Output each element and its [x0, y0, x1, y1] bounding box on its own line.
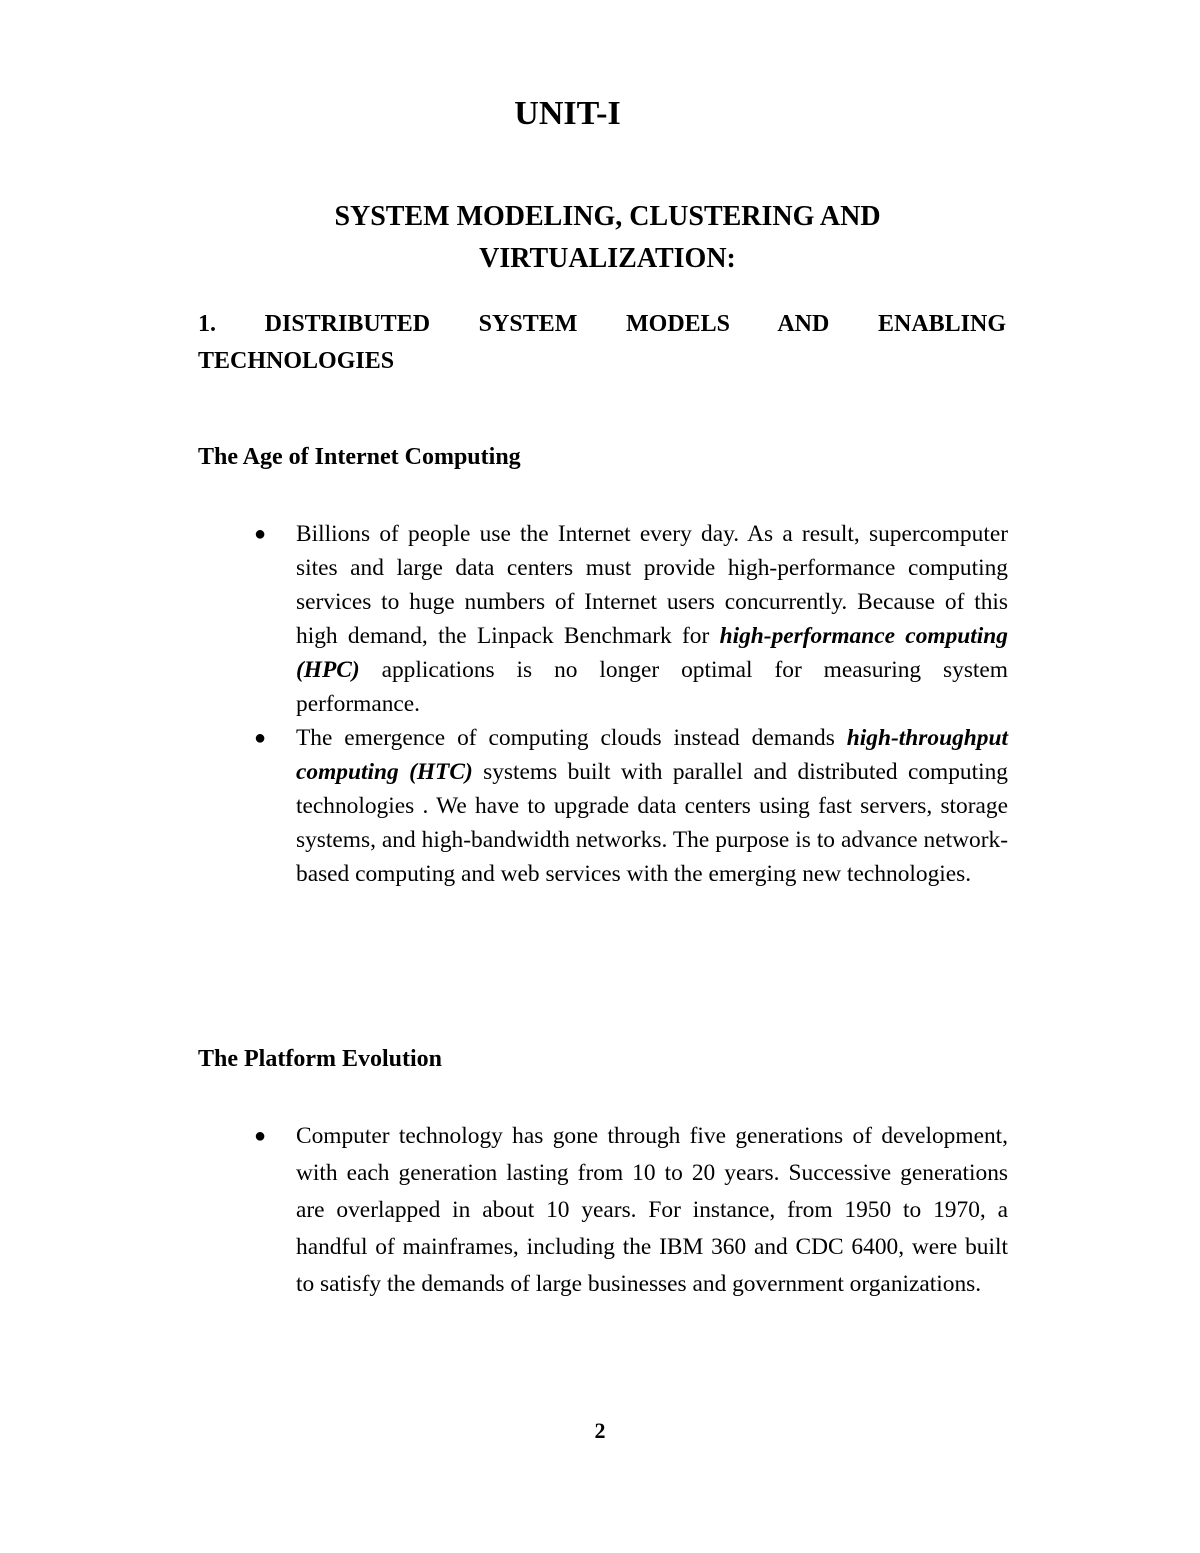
text-run: The emergence of computing clouds instead demands: [296, 725, 847, 751]
section-title-line2: TECHNOLOGIES: [198, 348, 395, 374]
bullet-item: [250, 721, 1008, 891]
bullet-item: [250, 517, 1008, 721]
page-number: 2: [594, 1418, 606, 1443]
bullet-icon: ●: [254, 523, 267, 545]
bullet-text: [296, 521, 1008, 717]
bullet-icon: ●: [254, 727, 267, 749]
text-run: Billions of people use the Internet every day. As a result, supercomputer sites and large data centers must provide high-performance computing services to huge numbers of Internet users concurrently. Because of this high demand, the Linpack Benchmark for: [296, 521, 1008, 649]
chapter-title: SYSTEM MODELING, CLUSTERING AND VIRTUALIZATION:: [334, 201, 881, 274]
subheading-platform-evolution: The Platform Evolution: [198, 1046, 442, 1072]
text-run: applications is no longer optimal for measuring system performance.: [296, 657, 1008, 717]
subheading-age-of-internet-computing: The Age of Internet Computing: [198, 444, 521, 470]
bullet-item: [250, 1118, 1008, 1303]
text-run: systems built with parallel and distributed computing technologies . We have to upgrade data centers using fast servers, storage systems, and high-bandwidth networks. The purpose is to advance network-based computing and web services with the emerging new technologies.: [296, 759, 1009, 887]
section-title: [198, 306, 1006, 380]
bullet-text: Computer technology has gone through five generations of development, with each generation lasting from 10 to 20 years. Successive generations are overlapped in about 10 years. For instance, from 1950 to 1970, a handful of mainframes, including the IBM 360 and CDC 6400, were built to satisfy the demands of large businesses and government organizations.: [296, 1123, 1008, 1297]
bullet-icon: ●: [254, 1125, 267, 1147]
unit-title: UNIT-I: [514, 95, 621, 132]
bullet-list-platform-evolution: [250, 1118, 1008, 1303]
italic-term: high-throughput computing (HTC): [296, 725, 1008, 785]
italic-term: high-performance computing (HPC): [296, 623, 1008, 683]
section-title-line1: 1. DISTRIBUTED SYSTEM MODELS AND ENABLING: [198, 311, 1006, 337]
bullet-text: [296, 725, 1008, 887]
bullet-list-internet-computing: [250, 517, 1008, 891]
